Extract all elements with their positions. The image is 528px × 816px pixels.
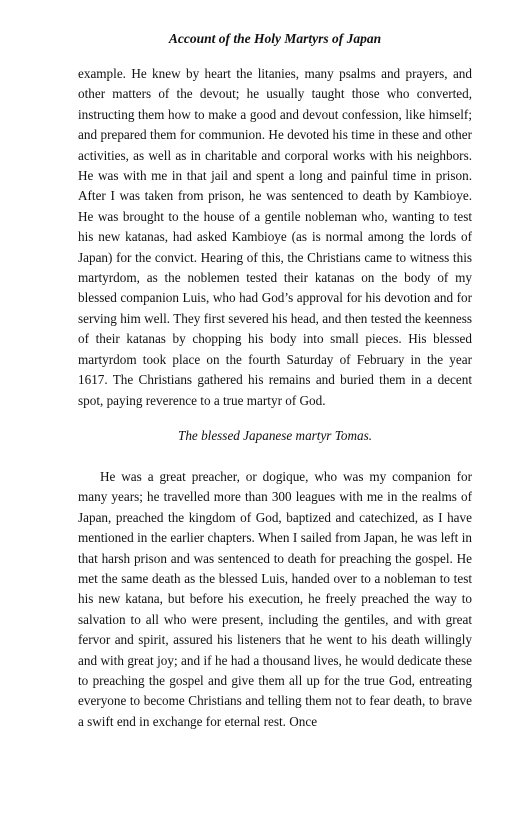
body-paragraph-tomas: He was a great preacher, or dogique, who was my companion for many years; he travelled more than 300 leagues with me in the realms of Japan, preached the kingdom of God, baptized and catechized, as I have mentioned in the earlier chapters. When I sailed from Japan, he was left in that harsh prison and was sentenced to death for preaching the gospel. He met the same death as the blessed Luis, handed over to a nobleman to test his new katana, but before his execution, he freely preached the way to salvation to all who were present, including the gentiles, and with great fervor and spirit, assured his listeners that he went to his death willingly and with great joy; and if he had a thousand lives, he would dedicate these to preaching the gospel and give them all up for the true God, entreating everyone to become Christians and telling them not to fear death, to brave a swift end in exchange for eternal rest. Once xyxy=(78,468,472,729)
book-page xyxy=(78,30,472,732)
running-header: Account of the Holy Martyrs of Japan xyxy=(168,31,382,46)
section-heading: The blessed Japanese martyr Tomas. xyxy=(177,427,373,443)
body-paragraph-luis: example. He knew by heart the litanies, many psalms and prayers, and other matters of the devout; he usually taught those who converted, instructing them how to make a good and devout confession, like himself; and prepared them for communion. He devoted his time in these and other activities, as well as in charitable and corporal works with his neighbors. He was with me in that jail and spent a long and painful time in prison. After I was taken from prison, he was sentenced to death by Kambioye. He was brought to the house of a gentile nobleman who, wanting to test his new katanas, had asked Kambioye (as is normal among the lords of Japan) for the convict. Hearing of this, the Christians came to witness this martyrdom, as the noblemen tested their katanas on the body of my blessed companion Luis, who had God’s approval for his devotion and for serving him well. They first severed his head, and then tested the keenness of their katanas by chopping his body into small pieces. His blessed martyrdom took place on the fourth Saturday of February in the year 1617. The Christians gathered his remains and buried them in a decent spot, paying reverence to a true martyr of God. xyxy=(78,66,472,408)
